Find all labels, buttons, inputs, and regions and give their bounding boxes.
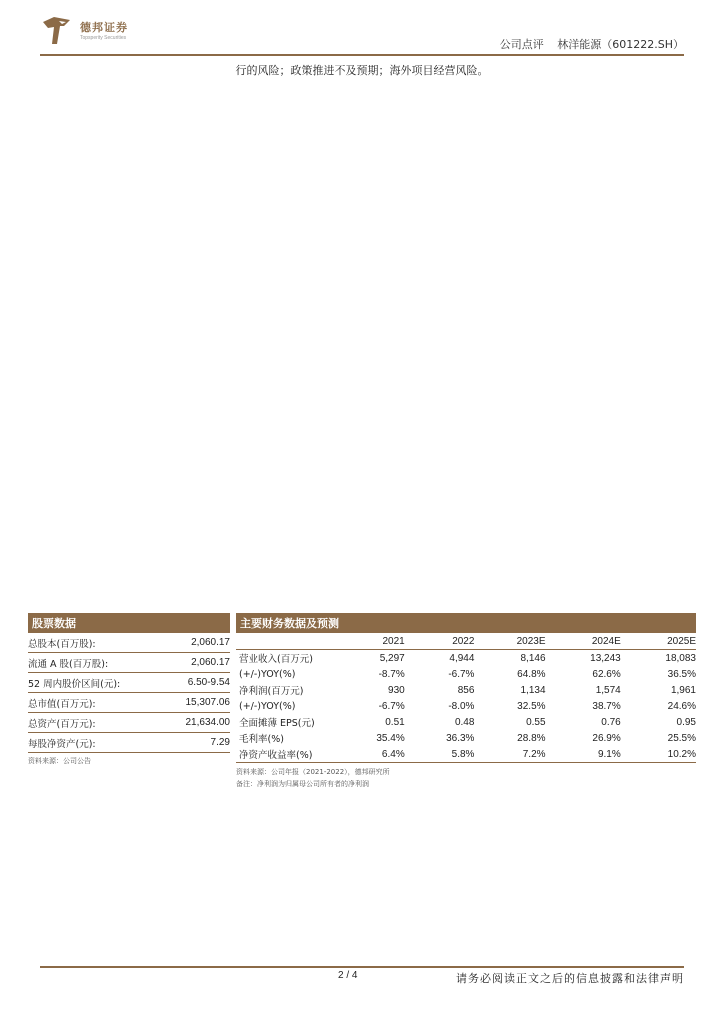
year-header: 2023E xyxy=(516,635,546,647)
financial-row-label: 全面摊薄 EPS(元) xyxy=(239,718,315,729)
risk-text: 行的风险；政策推进不及预期；海外项目经营风险。 xyxy=(235,64,489,77)
financial-cell: -8.7% xyxy=(378,668,405,680)
financial-cell: 0.48 xyxy=(454,716,475,728)
stock-data-value: 15,307.06 xyxy=(185,697,230,708)
stock-data-label: 总资产(百万元): xyxy=(28,718,96,730)
year-header: 2022 xyxy=(452,635,475,647)
financial-row-label: 净资产收益率(%) xyxy=(239,750,313,761)
report-header-info xyxy=(490,36,684,52)
financial-cell: 1,574 xyxy=(595,684,621,696)
financial-cell: 5.8% xyxy=(451,748,475,760)
financial-cell: 13,243 xyxy=(590,652,621,664)
stock-data-label: 每股净资产(元): xyxy=(28,738,96,750)
financial-cell: 0.76 xyxy=(601,716,621,728)
logo-name-en: Topsperity Securities xyxy=(80,34,127,41)
financial-cell: 856 xyxy=(457,684,475,696)
report-type: 公司点评 xyxy=(499,38,544,51)
header-divider xyxy=(40,54,684,56)
stock-data-source: 资料来源：公司公告 xyxy=(28,757,91,765)
year-header: 2024E xyxy=(591,635,621,647)
financial-cell: 1,961 xyxy=(670,684,696,696)
financial-cell: 9.1% xyxy=(597,748,621,760)
financial-row xyxy=(236,698,696,714)
year-header: 2021 xyxy=(382,635,405,647)
stock-data-value: 21,634.00 xyxy=(185,717,230,728)
financial-cell: 0.95 xyxy=(676,716,696,728)
financial-source: 资料来源：公司年报（2021-2022），德邦研究所 xyxy=(236,768,390,776)
stock-data-title: 股票数据 xyxy=(28,613,230,633)
financial-cell: -8.0% xyxy=(448,700,475,712)
company-logo xyxy=(40,14,128,48)
stock-data-value: 2,060.17 xyxy=(191,657,230,668)
logo-mark-icon xyxy=(40,14,74,48)
stock-data-row xyxy=(28,673,230,693)
financial-table xyxy=(236,633,696,763)
financial-cell: 28.8% xyxy=(517,732,546,744)
financial-row xyxy=(236,666,696,682)
financial-cell: 36.5% xyxy=(667,668,696,680)
financial-row xyxy=(236,682,696,698)
stock-data-row xyxy=(28,713,230,733)
stock-data-row xyxy=(28,633,230,653)
financial-cell: 930 xyxy=(388,684,405,696)
financial-cell: 0.55 xyxy=(526,716,546,728)
year-header-blank xyxy=(236,633,335,650)
financial-cell: 8,146 xyxy=(520,652,546,664)
financial-cell: 25.5% xyxy=(667,732,696,744)
financial-cell: 7.2% xyxy=(522,748,546,760)
stock-data-value: 6.50-9.54 xyxy=(187,677,230,688)
stock-data-value: 7.29 xyxy=(210,737,230,748)
footer-divider xyxy=(40,966,684,968)
financial-title: 主要财务数据及预测 xyxy=(236,613,696,633)
financial-row xyxy=(236,650,696,667)
year-header: 2025E xyxy=(667,635,696,647)
financial-cell: 4,944 xyxy=(449,652,475,664)
financial-cell: 32.5% xyxy=(517,700,546,712)
financial-row xyxy=(236,746,696,763)
financial-cell: 6.4% xyxy=(381,748,405,760)
stock-data-label: 52 周内股价区间(元): xyxy=(28,678,121,690)
stock-data-rows xyxy=(28,633,230,753)
financial-cell: 36.3% xyxy=(446,732,475,744)
financial-cell: 0.51 xyxy=(385,716,405,728)
financial-row-label: (+/-)YOY(%) xyxy=(239,700,296,712)
financial-cell: -6.7% xyxy=(378,700,405,712)
financial-row xyxy=(236,730,696,746)
financial-cell: 62.6% xyxy=(592,668,621,680)
financial-cell: 10.2% xyxy=(667,748,696,760)
financial-cell: 35.4% xyxy=(376,732,405,744)
stock-data-label: 流通 A 股(百万股): xyxy=(28,658,109,670)
stock-data-label: 总股本(百万股): xyxy=(28,638,96,650)
financial-cell: 18,083 xyxy=(665,652,696,664)
financial-row-label: (+/-)YOY(%) xyxy=(239,668,296,680)
financial-cell: -6.7% xyxy=(448,668,475,680)
company-ticker: 林洋能源（601222.SH） xyxy=(557,38,684,51)
financial-row-label: 营业收入(百万元) xyxy=(239,654,313,665)
logo-name-cn: 德邦证券 xyxy=(80,20,128,34)
financial-forecast-panel xyxy=(236,613,696,790)
disclaimer-text: 请务必阅读正文之后的信息披露和法律声明 xyxy=(456,972,684,985)
financial-row xyxy=(236,714,696,730)
financial-row-label: 净利润(百万元) xyxy=(239,686,304,697)
stock-data-row xyxy=(28,693,230,713)
financial-cell: 38.7% xyxy=(592,700,621,712)
financial-cell: 64.8% xyxy=(517,668,546,680)
financial-row-label: 毛利率(%) xyxy=(239,734,284,745)
stock-data-row xyxy=(28,733,230,753)
page-number: 2 / 4 xyxy=(338,970,358,981)
financial-cell: 5,297 xyxy=(379,652,405,664)
financial-cell: 1,134 xyxy=(520,684,546,696)
financial-header-row xyxy=(236,633,696,650)
stock-data-value: 2,060.17 xyxy=(191,637,230,648)
financial-note: 备注：净利润为归属母公司所有者的净利润 xyxy=(236,780,369,788)
stock-data-row xyxy=(28,653,230,673)
stock-data-panel xyxy=(28,613,230,766)
stock-data-label: 总市值(百万元): xyxy=(28,698,96,710)
financial-cell: 24.6% xyxy=(667,700,696,712)
financial-cell: 26.9% xyxy=(592,732,621,744)
